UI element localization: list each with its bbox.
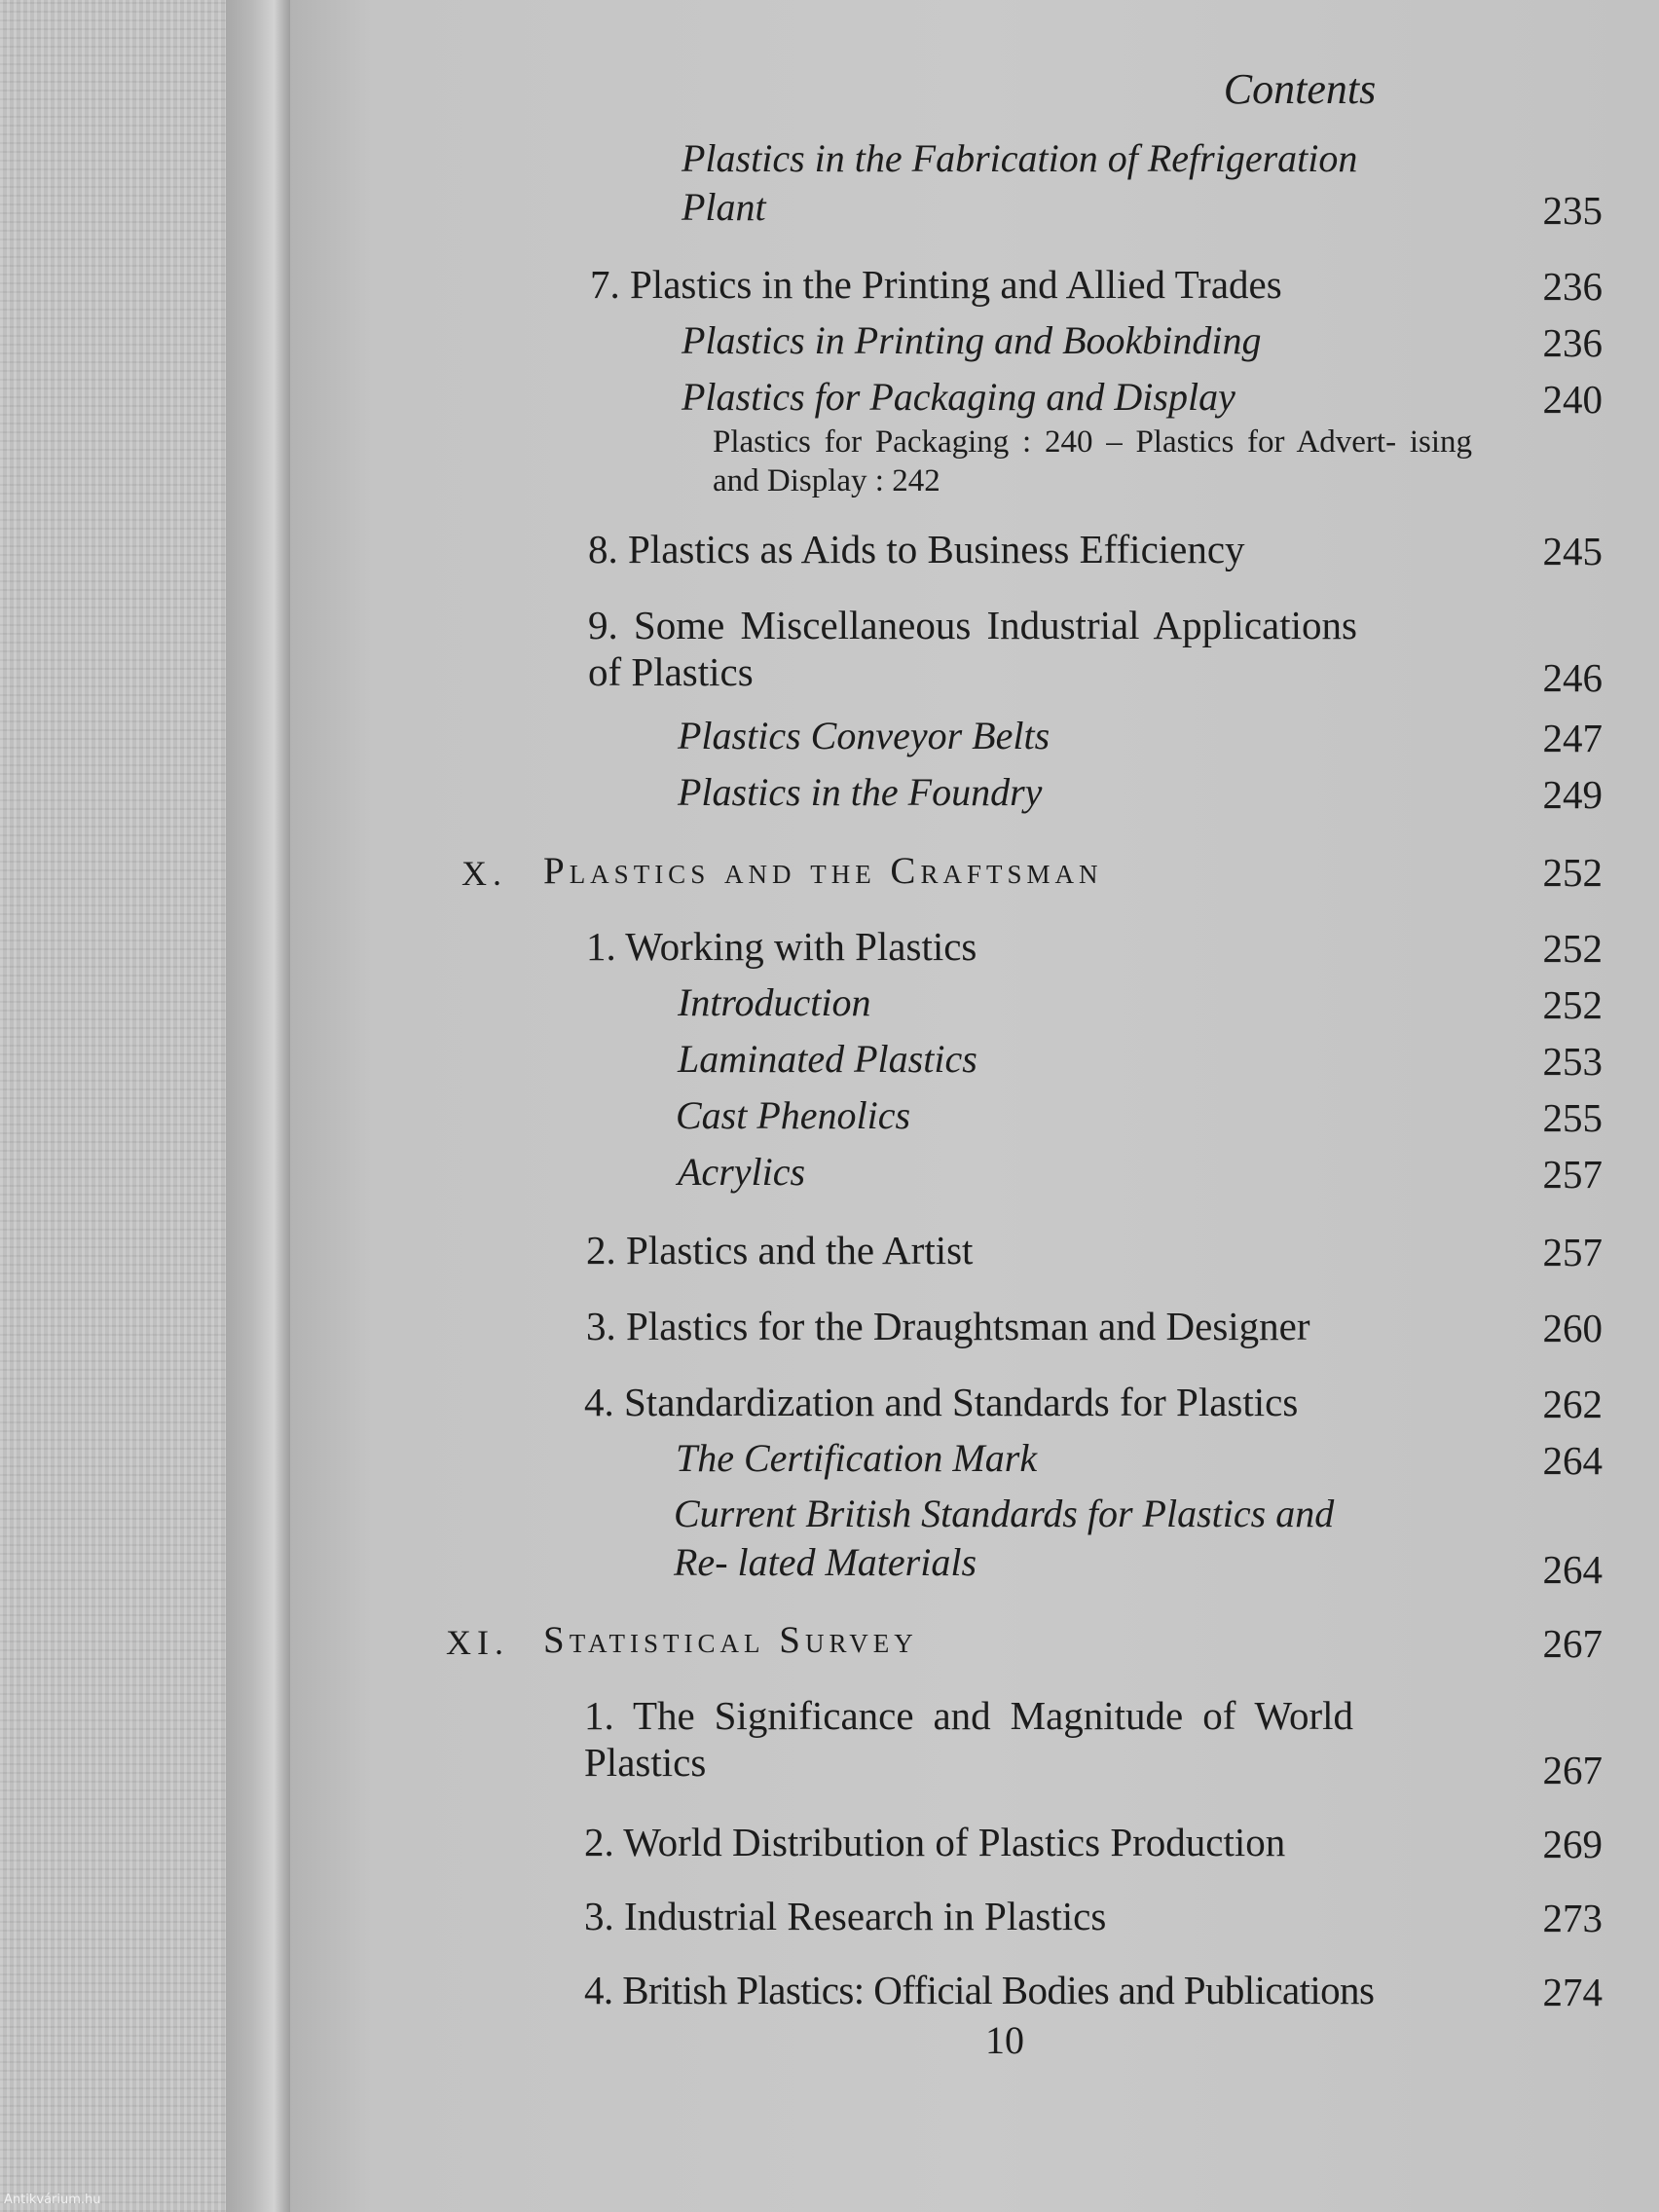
toc-page-number: 246 bbox=[1542, 655, 1603, 700]
toc-section-title: 2. Plastics and the Artist bbox=[586, 1228, 974, 1272]
toc-subsection-title: Introduction bbox=[678, 980, 871, 1024]
toc-page-number: 262 bbox=[1542, 1382, 1603, 1426]
toc-page-number: 236 bbox=[1542, 320, 1603, 365]
toc-subsection-title: Plastics in the Foundry bbox=[678, 770, 1043, 814]
toc-section-title: 7. Plastics in the Printing and Allied Trades bbox=[590, 262, 1282, 307]
chapter-number: X. bbox=[461, 854, 507, 893]
toc-page-number: 264 bbox=[1542, 1438, 1603, 1483]
chapter-title: Plastics and the Craftsman bbox=[543, 850, 1103, 892]
toc-page-number: 236 bbox=[1542, 264, 1603, 309]
toc-subsection-title: Cast Phenolics bbox=[676, 1093, 911, 1137]
toc-page-number: 274 bbox=[1542, 1970, 1603, 2014]
toc-entry-title: Plastics in the Fabrication of Refrigeration Plant bbox=[682, 136, 1358, 229]
toc-page-number: 257 bbox=[1542, 1152, 1603, 1197]
toc-section-title: 3. Industrial Research in Plastics bbox=[584, 1894, 1107, 1938]
page-number: 10 bbox=[985, 2018, 1024, 2062]
toc-page-number: 260 bbox=[1542, 1306, 1603, 1350]
toc-section-title: 1. The Significance and Magnitude of World Plastics bbox=[584, 1693, 1353, 1785]
toc-subsection-title: Plastics Conveyor Belts bbox=[678, 714, 1051, 757]
page-title: Contents bbox=[1223, 65, 1377, 113]
toc-subsection-title: The Certification Mark bbox=[676, 1436, 1038, 1480]
toc-page-number: 273 bbox=[1542, 1896, 1603, 1940]
toc-page-number: 245 bbox=[1542, 529, 1603, 573]
toc-page-number: 252 bbox=[1542, 850, 1603, 895]
toc-section-title: 1. Working with Plastics bbox=[586, 924, 977, 969]
toc-page-number: 253 bbox=[1542, 1039, 1603, 1084]
toc-page-number: 249 bbox=[1542, 772, 1603, 817]
toc-page-number: 267 bbox=[1542, 1621, 1603, 1666]
toc-section-title: 2. World Distribution of Plastics Production bbox=[584, 1820, 1286, 1864]
toc-subsection-title: Current British Standards for Plastics and Re- lated Materials bbox=[674, 1492, 1335, 1584]
toc-page-number: 252 bbox=[1542, 982, 1603, 1027]
toc-subsection-title: Plastics in Printing and Bookbinding bbox=[682, 318, 1262, 362]
book-cover-edge bbox=[0, 0, 226, 2212]
contents-page bbox=[290, 0, 1659, 2212]
toc-page-number: 235 bbox=[1542, 188, 1603, 233]
chapter-title: Statistical Survey bbox=[543, 1619, 918, 1661]
chapter-number: XI. bbox=[446, 1623, 509, 1662]
toc-section-title: 3. Plastics for the Draughtsman and Designer bbox=[586, 1304, 1310, 1348]
toc-page-number: 264 bbox=[1542, 1547, 1603, 1592]
toc-page-number: 252 bbox=[1542, 926, 1603, 971]
book-gutter bbox=[226, 0, 290, 2212]
toc-detail-text: Plastics for Packaging : 240 – Plastics for Advert- ising and Display : 242 bbox=[713, 424, 1472, 498]
toc-section-title: 8. Plastics as Aids to Business Efficiency bbox=[588, 527, 1245, 571]
toc-subsection-title: Laminated Plastics bbox=[678, 1037, 977, 1081]
toc-page-number: 255 bbox=[1542, 1095, 1603, 1140]
toc-section-title: 4. British Plastics: Official Bodies and Publications bbox=[584, 1968, 1375, 2012]
toc-subsection-title: Plastics for Packaging and Display bbox=[682, 375, 1235, 419]
toc-section-title: 4. Standardization and Standards for Plastics bbox=[584, 1380, 1299, 1424]
toc-page-number: 240 bbox=[1542, 377, 1603, 422]
toc-page-number: 257 bbox=[1542, 1230, 1603, 1274]
watermark-text: Antikvárium.hu bbox=[4, 2193, 101, 2207]
toc-page-number: 247 bbox=[1542, 716, 1603, 760]
toc-page-number: 269 bbox=[1542, 1822, 1603, 1866]
toc-page-number: 267 bbox=[1542, 1748, 1603, 1792]
toc-section-title: 9. Some Miscellaneous Industrial Applications of Plastics bbox=[588, 603, 1357, 694]
toc-subsection-title: Acrylics bbox=[678, 1150, 806, 1194]
